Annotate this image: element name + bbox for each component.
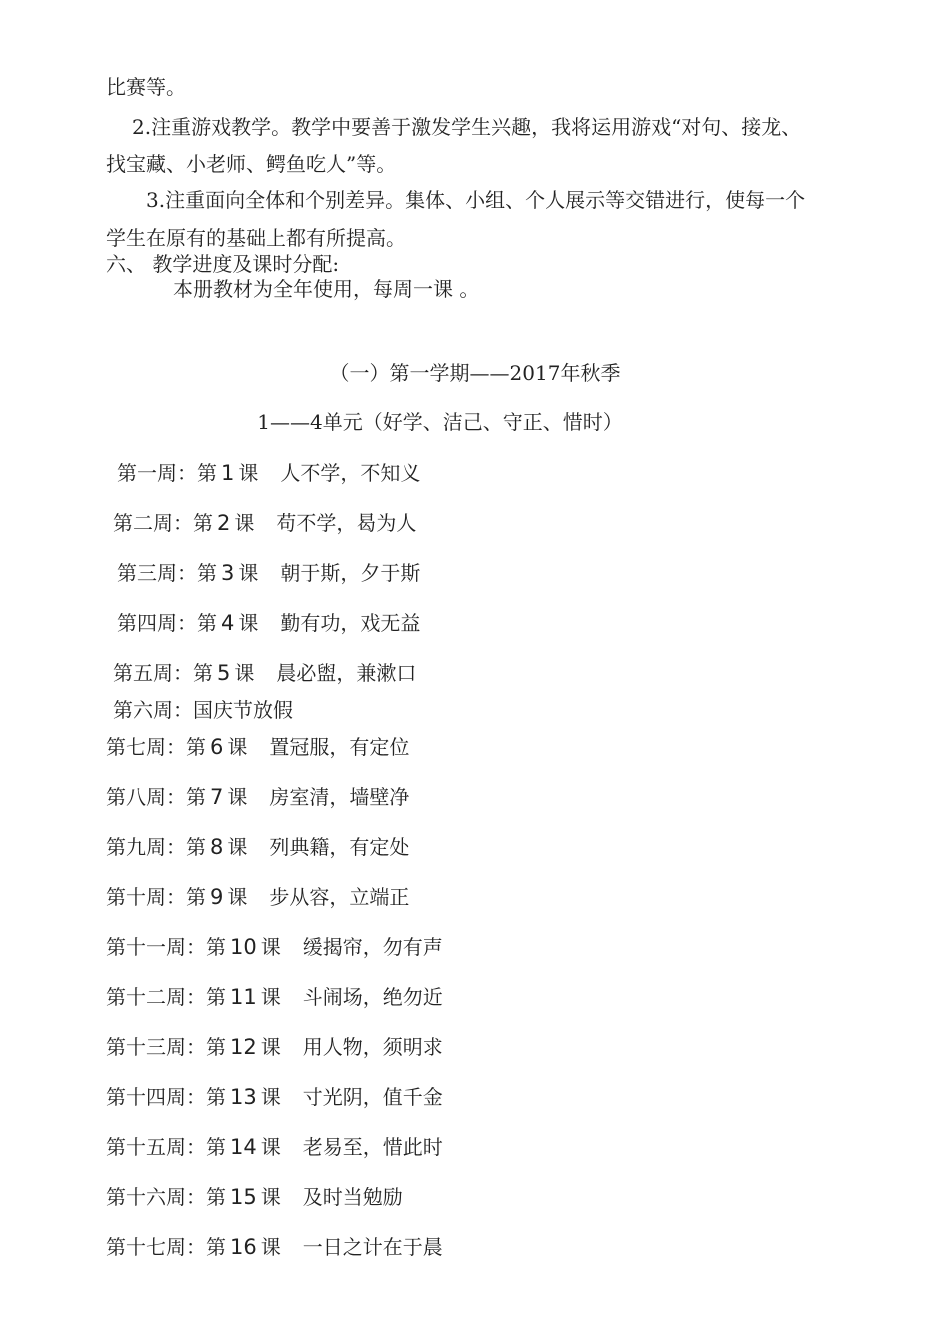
week-label: 第十一周： bbox=[106, 935, 206, 959]
lesson-number: 12 bbox=[230, 1035, 257, 1059]
lesson-number: 13 bbox=[230, 1085, 257, 1109]
schedule-row bbox=[106, 734, 409, 760]
lesson-prefix: 第 bbox=[186, 785, 206, 809]
section-heading-6: 六、 教学进度及课时分配: bbox=[106, 252, 340, 276]
lesson-suffix: 课 bbox=[260, 1235, 281, 1259]
paragraph-game-teaching-line1: 2.注重游戏教学。教学中要善于激发学生兴趣，我将运用游戏“对句、接龙、 bbox=[132, 115, 802, 139]
lesson-title: 老易至，惜此时 bbox=[302, 1135, 443, 1159]
lesson-title: 置冠服，有定位 bbox=[269, 735, 410, 759]
lesson-prefix: 第 bbox=[206, 1035, 226, 1059]
lesson-suffix: 课 bbox=[227, 835, 248, 859]
schedule-row bbox=[117, 460, 420, 486]
lesson-title: 及时当勉励 bbox=[302, 1185, 403, 1209]
lesson-number: 4 bbox=[221, 611, 235, 635]
lesson-number: 11 bbox=[230, 985, 257, 1009]
week-label: 第七周： bbox=[106, 735, 186, 759]
lesson-suffix: 课 bbox=[234, 661, 255, 685]
lesson-number: 2 bbox=[217, 511, 231, 535]
lesson-title: 一日之计在于晨 bbox=[302, 1235, 443, 1259]
week-label: 第十六周： bbox=[106, 1185, 206, 1209]
week-label: 第八周： bbox=[106, 785, 186, 809]
paragraph-continuation: 比赛等。 bbox=[106, 75, 186, 99]
lesson-number: 7 bbox=[210, 785, 224, 809]
lesson-prefix: 第 bbox=[206, 1135, 226, 1159]
schedule-row bbox=[106, 784, 409, 810]
lesson-title: 朝于斯，夕于斯 bbox=[280, 561, 421, 585]
lesson-number: 5 bbox=[217, 661, 231, 685]
lesson-prefix: 第 bbox=[206, 985, 226, 1009]
schedule-row bbox=[106, 1034, 443, 1060]
lesson-suffix: 课 bbox=[260, 935, 281, 959]
lesson-title: 斗闹场，绝勿近 bbox=[302, 985, 443, 1009]
lesson-suffix: 课 bbox=[260, 1035, 281, 1059]
lesson-title: 步从容，立端正 bbox=[269, 885, 410, 909]
lesson-prefix: 第 bbox=[206, 1235, 226, 1259]
week-label: 第十五周： bbox=[106, 1135, 206, 1159]
lesson-prefix: 第 bbox=[197, 611, 217, 635]
paragraph-game-teaching-line2: 找宝藏、小老师、鳄鱼吃人”等。 bbox=[106, 152, 397, 176]
week-label: 第十七周： bbox=[106, 1235, 206, 1259]
schedule-row bbox=[106, 834, 409, 860]
week-label: 第一周： bbox=[117, 461, 197, 485]
schedule-row bbox=[106, 1134, 443, 1160]
week-label: 第二周： bbox=[113, 511, 193, 535]
lesson-title: 苟不学，曷为人 bbox=[276, 511, 417, 535]
lesson-prefix: 第 bbox=[197, 561, 217, 585]
lesson-prefix: 第 bbox=[186, 835, 206, 859]
lesson-suffix: 课 bbox=[260, 1135, 281, 1159]
week-label: 第三周： bbox=[117, 561, 197, 585]
week-label: 第五周： bbox=[113, 661, 193, 685]
lesson-suffix: 课 bbox=[260, 1185, 281, 1209]
lesson-title: 人不学，不知义 bbox=[280, 461, 421, 485]
schedule-row bbox=[106, 934, 443, 960]
lesson-title: 勤有功，戏无益 bbox=[280, 611, 421, 635]
week-label: 第十三周： bbox=[106, 1035, 206, 1059]
schedule-row bbox=[106, 984, 443, 1010]
lesson-suffix: 课 bbox=[227, 785, 248, 809]
lesson-prefix: 第 bbox=[186, 885, 206, 909]
lesson-number: 9 bbox=[210, 885, 224, 909]
week-label: 第九周： bbox=[106, 835, 186, 859]
lesson-number: 16 bbox=[230, 1235, 257, 1259]
week-label: 第十二周： bbox=[106, 985, 206, 1009]
lesson-suffix: 课 bbox=[227, 735, 248, 759]
week-label: 第四周： bbox=[117, 611, 197, 635]
schedule-row bbox=[106, 884, 409, 910]
schedule-row bbox=[106, 1184, 403, 1210]
lesson-title: 缓揭帘，勿有声 bbox=[302, 935, 443, 959]
lesson-title: 晨必盥，兼漱口 bbox=[276, 661, 417, 685]
lesson-prefix: 第 bbox=[206, 1185, 226, 1209]
schedule-row bbox=[106, 1234, 443, 1260]
lesson-title: 国庆节放假 bbox=[193, 698, 293, 722]
lesson-suffix: 课 bbox=[238, 611, 259, 635]
lesson-title: 房室清，墙壁净 bbox=[269, 785, 410, 809]
schedule-row bbox=[113, 660, 416, 686]
schedule-row bbox=[113, 510, 416, 536]
paragraph-individual-diff-line2: 学生在原有的基础上都有所提高。 bbox=[106, 226, 406, 250]
lesson-suffix: 课 bbox=[238, 561, 259, 585]
lesson-prefix: 第 bbox=[193, 511, 213, 535]
schedule-row bbox=[117, 610, 420, 636]
term-title: （一）第一学期——2017年秋季 bbox=[329, 361, 621, 385]
lesson-title: 寸光阴，值千金 bbox=[302, 1085, 443, 1109]
lesson-number: 8 bbox=[210, 835, 224, 859]
lesson-number: 15 bbox=[230, 1185, 257, 1209]
lesson-number: 14 bbox=[230, 1135, 257, 1159]
week-label: 第十四周： bbox=[106, 1085, 206, 1109]
lesson-prefix: 第 bbox=[197, 461, 217, 485]
lesson-suffix: 课 bbox=[234, 511, 255, 535]
lesson-number: 6 bbox=[210, 735, 224, 759]
lesson-suffix: 课 bbox=[260, 985, 281, 1009]
schedule-row bbox=[117, 560, 420, 586]
lesson-prefix: 第 bbox=[193, 661, 213, 685]
schedule-row bbox=[106, 1084, 443, 1110]
lesson-suffix: 课 bbox=[260, 1085, 281, 1109]
lesson-title: 用人物，须明求 bbox=[302, 1035, 443, 1059]
schedule-row bbox=[113, 697, 293, 723]
lesson-number: 3 bbox=[221, 561, 235, 585]
lesson-title: 列典籍，有定处 bbox=[269, 835, 410, 859]
lesson-prefix: 第 bbox=[206, 935, 226, 959]
lesson-prefix: 第 bbox=[186, 735, 206, 759]
lesson-number: 1 bbox=[221, 461, 235, 485]
lesson-suffix: 课 bbox=[227, 885, 248, 909]
lesson-suffix: 课 bbox=[238, 461, 259, 485]
paragraph-usage: 本册教材为全年使用，每周一课 。 bbox=[173, 277, 480, 301]
lesson-number: 10 bbox=[230, 935, 257, 959]
week-label: 第十周： bbox=[106, 885, 186, 909]
week-label: 第六周： bbox=[113, 698, 193, 722]
unit-title: 1——4单元（好学、洁己、守正、惜时） bbox=[257, 410, 623, 434]
lesson-prefix: 第 bbox=[206, 1085, 226, 1109]
paragraph-individual-diff-line1: 3.注重面向全体和个别差异。集体、小组、个人展示等交错进行，使每一个 bbox=[146, 188, 806, 212]
